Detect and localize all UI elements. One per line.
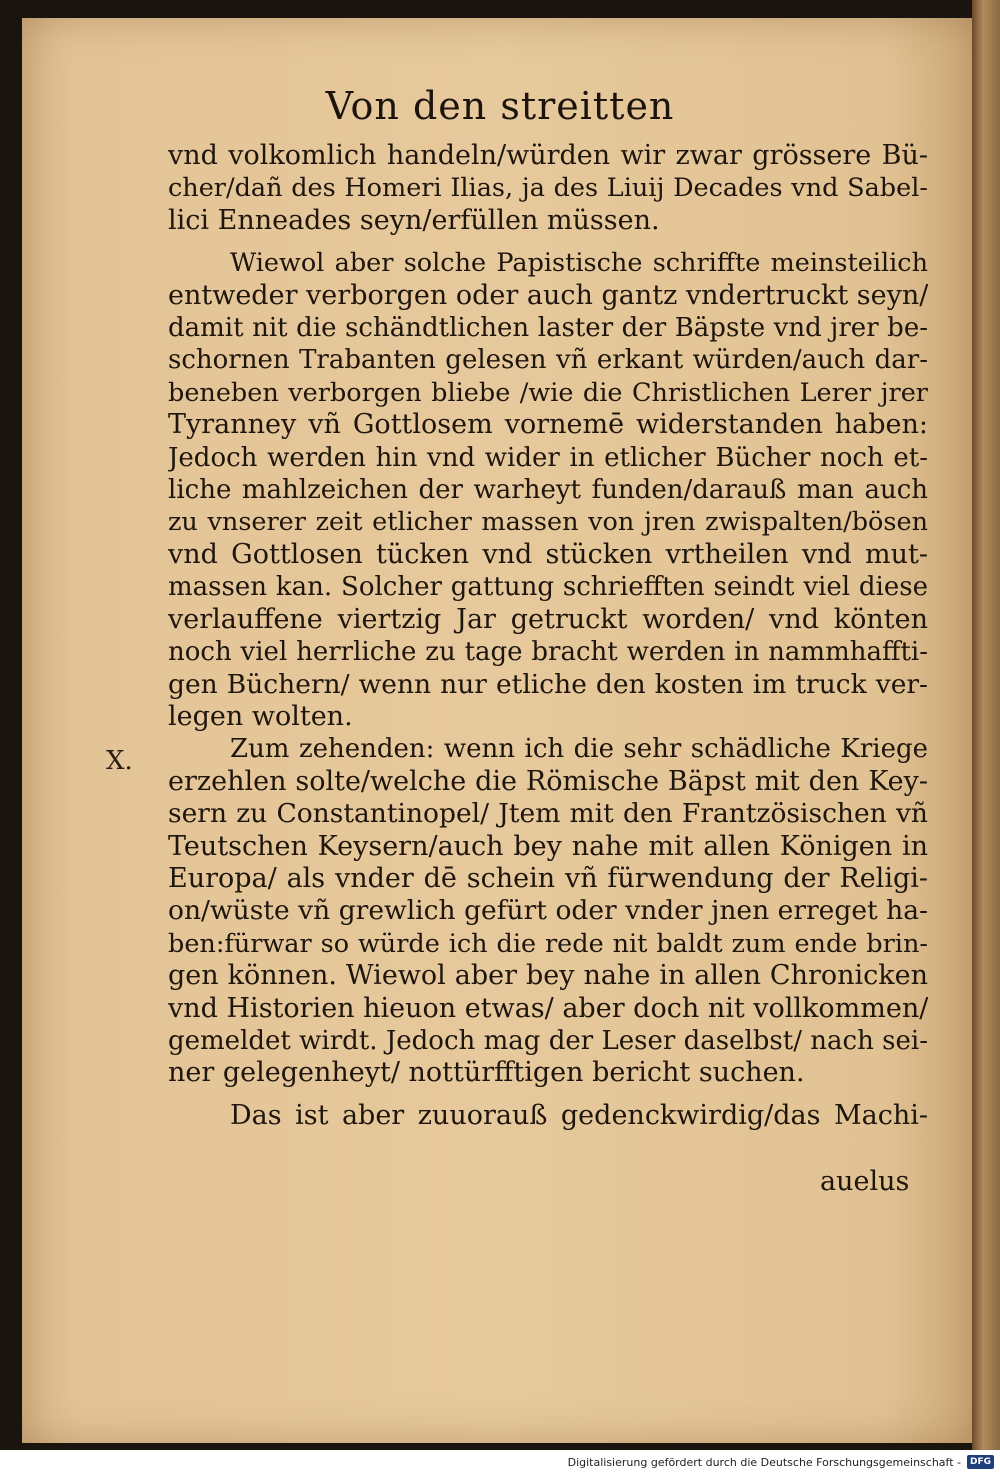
- text-line: schornen Trabanten gelesen vñ erkant würden/auch dar-: [168, 345, 928, 376]
- text-line: Teutschen Keysern/auch bey nahe mit allen Königen in: [168, 830, 928, 862]
- text-line: Zum zehenden: wenn ich die sehr schädliche Kriege: [230, 734, 928, 765]
- text-line: zu vnserer zeit etlicher massen von jren zwispalten/bösen: [168, 507, 928, 538]
- text-line: Europa/ als vnder dē schein vñ fürwendung der Religi-: [168, 862, 928, 894]
- text-line: Das ist aber zuuorauß gedenckwirdig/das Machi-: [230, 1099, 928, 1131]
- body-text: [168, 140, 928, 1132]
- text-line: verlauffene viertzig Jar getruckt worden/ vnd könten: [168, 603, 928, 635]
- text-line: sern zu Constantinopel/ Jtem mit den Frantzösischen vñ: [168, 798, 928, 830]
- funding-notice: Digitalisierung gefördert durch die Deutsche Forschungsgemeinschaft -: [567, 1455, 961, 1469]
- text-line: Tyranney vñ Gottlosem vornemē widerstanden haben:: [168, 409, 928, 441]
- text-line: ner gelegenheyt/ nottürfftigen bericht suchen.: [168, 1057, 805, 1089]
- text-line: gemeldet wirdt. Jedoch mag der Leser daselbst/ nach sei-: [168, 1025, 928, 1056]
- text-line: on/wüste vñ grewlich gefürt oder vnder jnen erreget ha-: [168, 895, 928, 927]
- text-line: entweder verborgen oder auch gantz vndertruckt seyn/: [168, 279, 928, 311]
- paragraph-gap: [168, 1090, 928, 1100]
- text-line: lici Enneades seyn/erfüllen müssen.: [168, 204, 660, 236]
- dfg-logo-icon: DFG: [967, 1455, 994, 1469]
- text-line: vnd Gottlosen tücken vnd stücken vrtheilen vnd mut-: [168, 538, 928, 570]
- catchword: auelus: [820, 1166, 910, 1197]
- text-line: gen können. Wiewol aber bey nahe in allen Chronicken: [168, 960, 928, 992]
- text-line: erzehlen solte/welche die Römische Bäpst mit den Key-: [168, 765, 928, 797]
- footer-bar: [0, 1450, 1000, 1474]
- marginal-note: X.: [106, 746, 133, 776]
- page-edge: [972, 0, 1000, 1450]
- text-line: ben:fürwar so würde ich die rede nit baldt zum ende brin-: [168, 928, 928, 959]
- text-line: massen kan. Solcher gattung schriefften seindt viel diese: [168, 572, 928, 603]
- text-line: vnd Historien hieuon etwas/ aber doch nit vollkommen/: [168, 992, 928, 1024]
- running-head: Von den streitten: [325, 84, 675, 128]
- text-line: noch viel herrliche zu tage bracht werden in nammhaffti-: [168, 637, 928, 668]
- text-line: cher/dañ des Homeri Ilias, ja des Liuij Decades vnd Sabel-: [168, 173, 928, 204]
- text-line: Jedoch werden hin vnd wider in etlicher Bücher noch et-: [168, 442, 928, 473]
- text-line: Wiewol aber solche Papistische schriffte meinsteilich: [230, 248, 928, 279]
- paragraph-gap: [168, 237, 928, 247]
- text-line: gen Büchern/ wenn nur etliche den kosten im truck ver-: [168, 668, 928, 700]
- text-line: damit nit die schändtlichen laster der Bäpste vnd jrer be-: [168, 313, 928, 344]
- text-line: liche mahlzeichen der warheyt funden/darauß man auch: [168, 475, 928, 506]
- text-line: vnd volkomlich handeln/würden wir zwar grössere Bü-: [168, 140, 928, 171]
- text-line: beneben verborgen bliebe /wie die Christlichen Lerer jrer: [168, 377, 928, 408]
- text-line: legen wolten.: [168, 700, 353, 732]
